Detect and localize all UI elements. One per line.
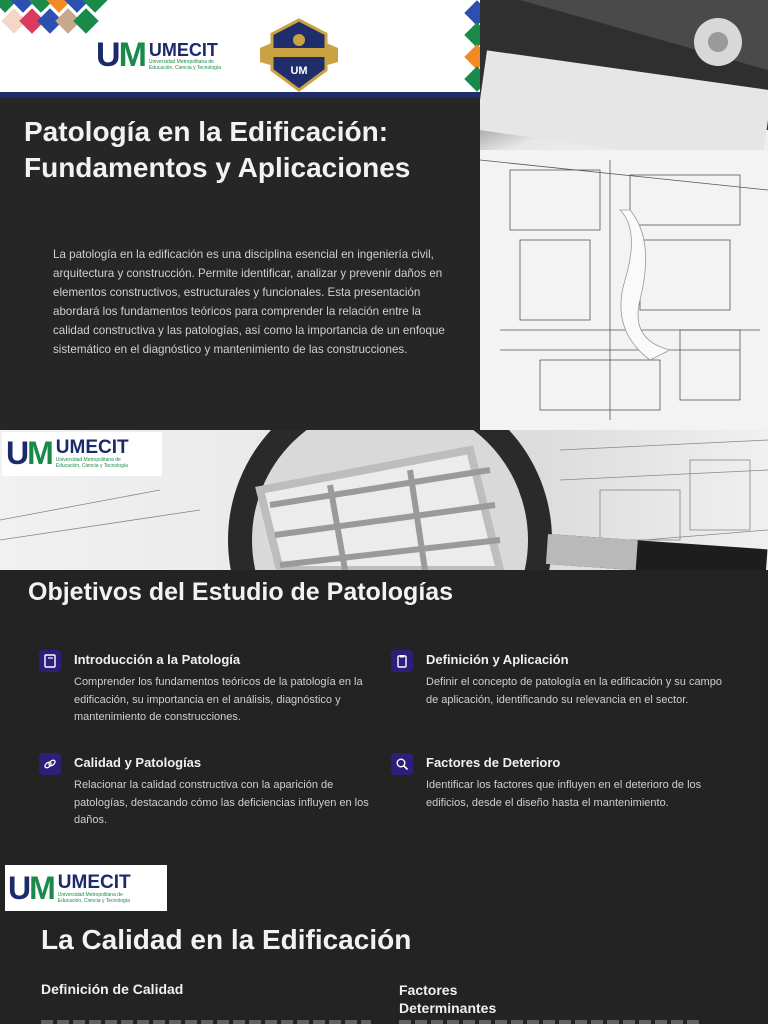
logo-subtitle: Universidad Metropolitana de: [55, 457, 121, 463]
logo-name: UMECIT: [148, 39, 218, 60]
slide-title: [0, 0, 768, 430]
slide-quality: [0, 860, 768, 1024]
search-icon: [391, 753, 413, 775]
intro-paragraph: La patología en la edificación es una disciplina esencial en ingeniería civil, arquitectura y construcción. Permite identificar, analizar y prevenir daños en elementos constructivos, estructurales y funcionales. Esta presentación abordará los fundamentos teóricos para comprender la relación entre la calidad constructiva y las patologías, así como la importancia de un enfoque sistemático en el diagnóstico y mantenimiento de las construcciones.: [53, 248, 445, 356]
logo-subtitle: Educación, Ciencia y Tecnología: [57, 898, 130, 904]
objective-title: Definición y Aplicación: [426, 652, 569, 667]
objective-title: Calidad y Patologías: [74, 755, 202, 770]
link-icon: [39, 753, 61, 775]
logo-name: UMECIT: [55, 437, 129, 458]
umecit-logo: [8, 870, 131, 907]
logo-name: UMECIT: [57, 872, 131, 893]
logo-subtitle: Educación, Ciencia y Tecnología: [55, 463, 128, 469]
slide-header: [0, 0, 480, 98]
objective-title: Introducción a la Patología: [74, 652, 241, 667]
logo-mark: UM: [96, 36, 145, 74]
logo-subtitle: Educación, Ciencia y Tecnología: [148, 64, 222, 71]
clipboard-icon: [391, 650, 413, 672]
logo-box: [5, 865, 167, 911]
logo-mark: UM: [8, 870, 54, 906]
section-title: La Calidad en la Edificación: [41, 924, 412, 955]
slide-objectives: [0, 430, 768, 860]
objective-description: Relacionar la calidad constructiva con la aparición de patologías, destacando cómo las deficiencias influyen en los daños.: [74, 779, 369, 826]
decorative-diamonds: [0, 0, 110, 46]
umecit-logo: [96, 36, 221, 75]
accreditation-badge-icon: [256, 18, 342, 92]
logo-subtitle: Universidad Metropolitana de: [57, 892, 123, 898]
blueprints-photo: [480, 0, 768, 430]
objective-title: Factores de Deterioro: [426, 755, 561, 770]
logo-mark: UM: [6, 435, 52, 471]
header-divider: [0, 92, 480, 98]
objective-description: Definir el concepto de patología en la edificación y su campo de aplicación, identificando su relevancia en el sector.: [426, 676, 722, 706]
magnifier-banner-photo: [0, 430, 768, 570]
column-heading: Factores Determinantes: [399, 982, 497, 1016]
page-title: Patología en la Edificación: Fundamentos y Aplicaciones: [24, 116, 411, 183]
umecit-logo: [6, 435, 129, 472]
cut-off-text: [41, 1020, 371, 1024]
book-icon: [39, 650, 61, 672]
section-title: Objetivos del Estudio de Patologías: [28, 578, 454, 606]
objective-description: Identificar los factores que influyen en el deterioro de los edificios, desde el diseño hasta el mantenimiento.: [426, 779, 702, 809]
logo-subtitle: Universidad Metropolitana de: [148, 58, 214, 65]
decorative-diamonds-right: [462, 0, 480, 92]
cut-off-text: [399, 1020, 699, 1024]
svg-text:UM: UM: [290, 65, 308, 77]
column-heading: Definición de Calidad: [41, 981, 184, 997]
objective-description: Comprender los fundamentos teóricos de la patología en la edificación, su importancia en el análisis, diagnóstico y mantenimiento de construcciones.: [74, 676, 363, 723]
